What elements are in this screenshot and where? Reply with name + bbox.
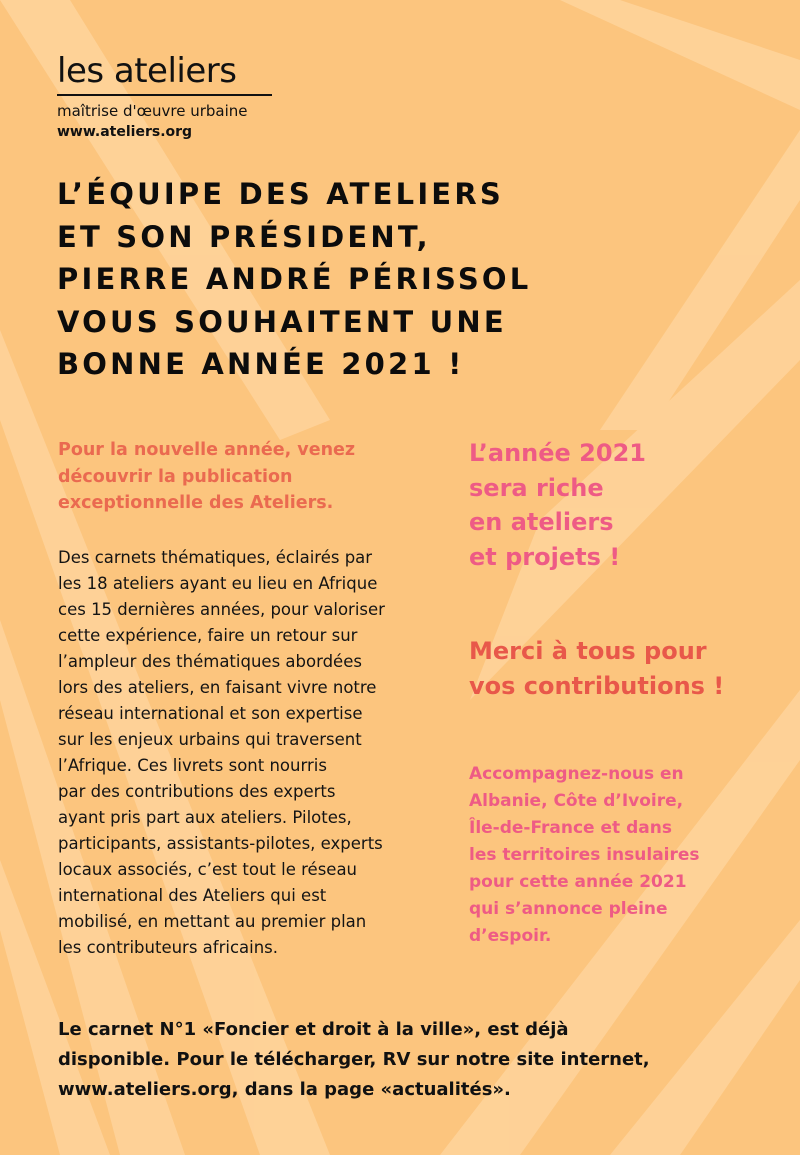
side-c-line: Accompagnez-nous en bbox=[469, 764, 684, 784]
footer-line: disponible. Pour le télécharger, RV sur notre site internet, bbox=[58, 1049, 650, 1070]
logo bbox=[57, 52, 272, 122]
footer-note bbox=[58, 1015, 778, 1105]
side-c-line: Albanie, Côte d’Ivoire, bbox=[469, 791, 684, 811]
side-c-line: qui s’annonce pleine bbox=[469, 899, 668, 919]
side-note-thanks bbox=[469, 634, 724, 704]
logo-title: les ateliers bbox=[57, 52, 272, 96]
headline-line: L’ÉQUIPE DES ATELIERS bbox=[57, 177, 504, 211]
body-paragraph bbox=[58, 545, 458, 961]
body-line: sur les enjeux urbains qui traversent bbox=[58, 730, 362, 749]
body-line: mobilisé, en mettant au premier plan bbox=[58, 912, 367, 931]
body-line: Des carnets thématiques, éclairés par bbox=[58, 548, 373, 567]
body-line: ces 15 dernières années, pour valoriser bbox=[58, 600, 385, 619]
side-note-2021 bbox=[469, 436, 646, 574]
headline-line: ET SON PRÉSIDENT, bbox=[57, 219, 431, 254]
side-a-line: en ateliers bbox=[469, 508, 614, 536]
intro-line: Pour la nouvelle année, venez bbox=[58, 440, 356, 460]
body-line: les contributeurs africains. bbox=[58, 938, 279, 957]
footer-line: Le carnet N°1 «Foncier et droit à la ville», est déjà bbox=[58, 1019, 569, 1040]
intro-line: découvrir la publication bbox=[58, 466, 293, 487]
logo-subtitle: maîtrise d'œuvre urbaine bbox=[57, 102, 248, 120]
body-line: lors des ateliers, en faisant vivre notre bbox=[58, 678, 377, 697]
headline-line: BONNE ANNÉE 2021 ! bbox=[57, 347, 465, 381]
side-c-line: les territoires insulaires bbox=[469, 845, 700, 865]
side-note-accompany bbox=[469, 761, 700, 950]
side-a-line: L’année 2021 bbox=[469, 439, 646, 467]
body-line: par des contributions des experts bbox=[58, 782, 336, 801]
headline bbox=[57, 173, 757, 386]
body-line: participants, assistants-pilotes, experts bbox=[58, 834, 383, 853]
side-c-line: Île-de-France et dans bbox=[469, 818, 672, 838]
headline-line: PIERRE ANDRÉ PÉRISSOL bbox=[57, 262, 532, 296]
website-url[interactable]: www.ateliers.org bbox=[57, 124, 193, 140]
side-b-line: vos contributions ! bbox=[469, 672, 725, 700]
side-c-line: pour cette année 2021 bbox=[469, 872, 687, 892]
body-line: réseau international et son expertise bbox=[58, 704, 363, 723]
body-line: cette expérience, faire un retour sur bbox=[58, 626, 358, 645]
side-a-line: et projets ! bbox=[469, 542, 621, 571]
body-line: ayant pris part aux ateliers. Pilotes, bbox=[58, 808, 352, 827]
body-line: les 18 ateliers ayant eu lieu en Afrique bbox=[58, 574, 378, 593]
intro-line: exceptionnelle des Ateliers. bbox=[58, 493, 334, 513]
side-a-line: sera riche bbox=[469, 473, 604, 502]
body-line: l’ampleur des thématiques abordées bbox=[58, 652, 362, 671]
body-line: international des Ateliers qui est bbox=[58, 886, 327, 905]
footer-line: www.ateliers.org, dans la page «actualités». bbox=[58, 1079, 511, 1100]
side-b-line: Merci à tous pour bbox=[469, 637, 707, 665]
body-line: locaux associés, c’est tout le réseau bbox=[58, 860, 358, 879]
side-c-line: d’espoir. bbox=[469, 926, 552, 946]
body-line: l’Afrique. Ces livrets sont nourris bbox=[58, 756, 327, 775]
intro-lead bbox=[58, 437, 438, 517]
headline-line: VOUS SOUHAITENT UNE bbox=[57, 304, 507, 339]
